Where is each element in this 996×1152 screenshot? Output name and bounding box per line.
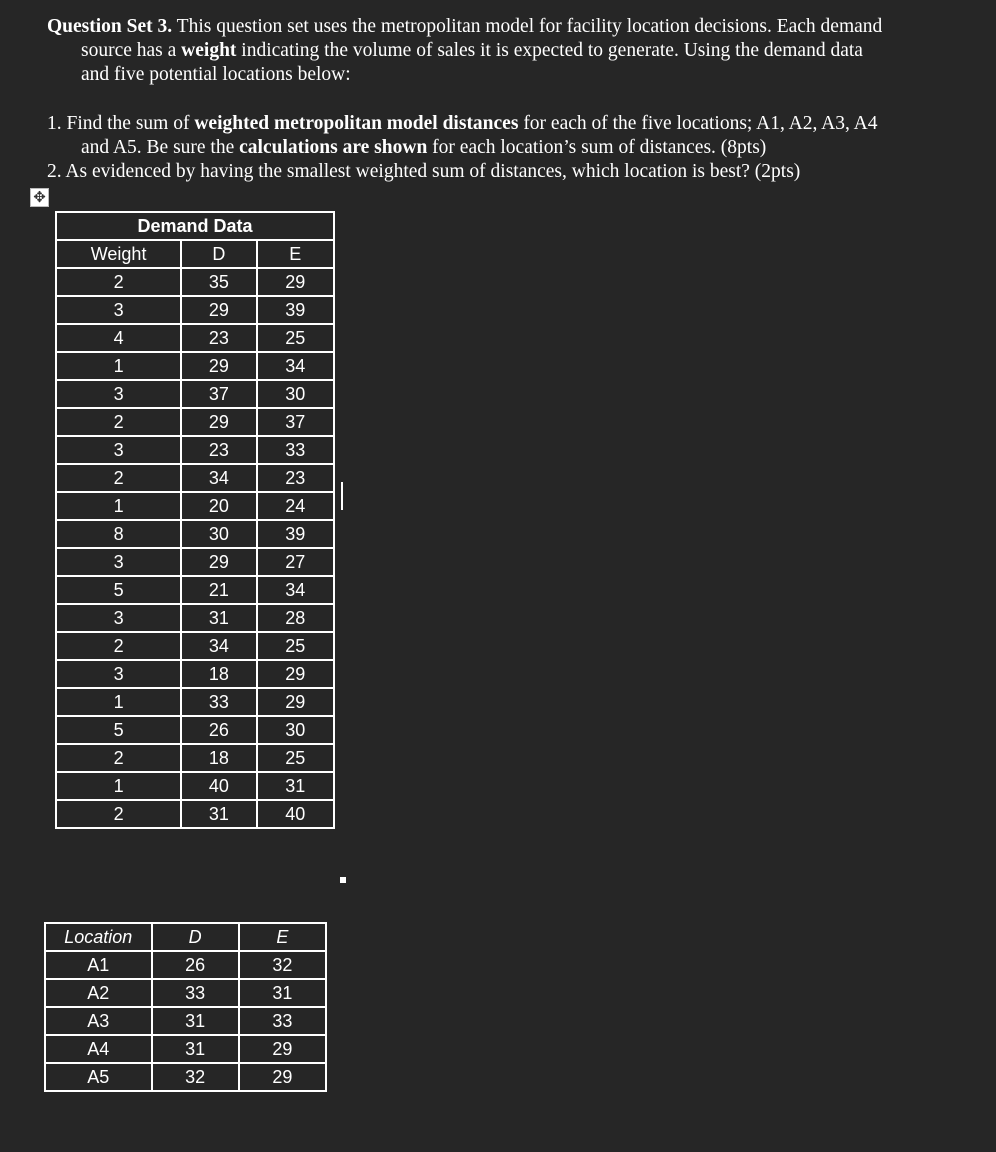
table-cell: 31: [239, 979, 326, 1007]
table-row: [56, 576, 334, 604]
table-cell: 25: [257, 632, 334, 660]
table-cell: 1: [56, 688, 181, 716]
table-cell: 2: [56, 464, 181, 492]
table-row: [45, 951, 326, 979]
table-cell: A4: [45, 1035, 152, 1063]
table-cell: 39: [257, 520, 334, 548]
table-cell: 26: [181, 716, 256, 744]
table-cell: 3: [56, 660, 181, 688]
table-cell: 18: [181, 744, 256, 772]
table-row: [56, 520, 334, 548]
table-cell: 29: [239, 1063, 326, 1091]
table-cell: 3: [56, 436, 181, 464]
table-cell: 3: [56, 380, 181, 408]
table-cell: 18: [181, 660, 256, 688]
table-cell: 29: [257, 268, 334, 296]
intro-line-1: [47, 15, 882, 39]
table-row: [56, 632, 334, 660]
table-cell: 28: [257, 604, 334, 632]
table-cell: 34: [181, 464, 256, 492]
text-cursor: [341, 482, 343, 510]
table-cell: 20: [181, 492, 256, 520]
intro-text: This question set uses the metropolitan model for facility location decisions. Each demand: [172, 16, 883, 37]
table-cell: 35: [181, 268, 256, 296]
q1-bold: weighted metropolitan model distances: [194, 113, 519, 134]
table-row: [56, 604, 334, 632]
table-cell: 27: [257, 548, 334, 576]
table-cell: 25: [257, 324, 334, 352]
intro-line-3: and five potential locations below:: [81, 64, 351, 85]
table-cell: A3: [45, 1007, 152, 1035]
table-cell: 37: [181, 380, 256, 408]
table-cell: 40: [181, 772, 256, 800]
table-cell: 2: [56, 632, 181, 660]
table-cell: 29: [239, 1035, 326, 1063]
table-row: [45, 1063, 326, 1091]
intro-line-2: [47, 39, 863, 63]
column-header: Location: [45, 923, 152, 951]
table-cell: 29: [257, 688, 334, 716]
table-cell: 2: [56, 744, 181, 772]
table-row: [56, 492, 334, 520]
q1-text: for each location’s sum of distances. (8pts): [427, 137, 767, 158]
table-cell: 30: [181, 520, 256, 548]
table-row: [56, 772, 334, 800]
table-cell: 31: [152, 1007, 239, 1035]
table-cell: 2: [56, 408, 181, 436]
table-cell: 21: [181, 576, 256, 604]
column-header: Weight: [56, 240, 181, 268]
table-cell: 1: [56, 352, 181, 380]
table-cell: 4: [56, 324, 181, 352]
table-row: [56, 548, 334, 576]
table-cell: 23: [181, 436, 256, 464]
table-cell: 2: [56, 268, 181, 296]
table-cell: 29: [181, 296, 256, 324]
table-cell: 31: [181, 604, 256, 632]
table-cell: 32: [152, 1063, 239, 1091]
table-cell: A1: [45, 951, 152, 979]
question-set-label: Question Set 3.: [47, 16, 173, 37]
table-row: [56, 296, 334, 324]
q1-text: for each of the five locations; A1, A2, A3, A4: [518, 113, 878, 134]
table-cell: 33: [152, 979, 239, 1007]
column-header: E: [257, 240, 334, 268]
table-cell: 29: [257, 660, 334, 688]
table-cell: 25: [257, 744, 334, 772]
q1-text: 1. Find the sum of: [47, 113, 195, 134]
table-row: [56, 324, 334, 352]
table-cell: 23: [257, 464, 334, 492]
table-row: [45, 1007, 326, 1035]
table-row: [56, 800, 334, 828]
table-cell: 33: [239, 1007, 326, 1035]
table-title: Demand Data: [56, 212, 334, 240]
table-cell: A2: [45, 979, 152, 1007]
table-cell: 23: [181, 324, 256, 352]
move-handle-icon[interactable]: ✥: [30, 188, 49, 207]
table-cell: 1: [56, 492, 181, 520]
table-cell: A5: [45, 1063, 152, 1091]
table-cell: 29: [181, 548, 256, 576]
table-row: [56, 352, 334, 380]
intro-text: source has a: [81, 40, 182, 61]
table-cell: 31: [181, 800, 256, 828]
question-2: 2. As evidenced by having the smallest weighted sum of distances, which location is best? (2pts): [47, 161, 801, 182]
table-cell: 33: [181, 688, 256, 716]
column-header: E: [239, 923, 326, 951]
column-header: D: [152, 923, 239, 951]
table-cell: 1: [56, 772, 181, 800]
table-row: [56, 464, 334, 492]
question-1-line-2: [47, 136, 766, 160]
table-row: [45, 979, 326, 1007]
table-row: [56, 688, 334, 716]
table-cell: 34: [181, 632, 256, 660]
table-cell: 29: [181, 352, 256, 380]
table-cell: 24: [257, 492, 334, 520]
table-cell: 2: [56, 800, 181, 828]
table-row: [56, 660, 334, 688]
table-cell: 3: [56, 604, 181, 632]
table-cell: 33: [257, 436, 334, 464]
table-row: [56, 268, 334, 296]
table-row: [56, 744, 334, 772]
table-row: [45, 1035, 326, 1063]
location-table: [44, 922, 327, 1092]
table-cell: 32: [239, 951, 326, 979]
table-cell: 29: [181, 408, 256, 436]
intro-bold: weight: [181, 40, 237, 61]
table-cell: 5: [56, 716, 181, 744]
table-cell: 31: [257, 772, 334, 800]
table-cell: 30: [257, 380, 334, 408]
table-cell: 26: [152, 951, 239, 979]
table-cell: 37: [257, 408, 334, 436]
table-row: [56, 408, 334, 436]
table-row: [56, 436, 334, 464]
table-cell: 31: [152, 1035, 239, 1063]
table-resize-handle[interactable]: [340, 877, 346, 883]
table-cell: 8: [56, 520, 181, 548]
table-cell: 34: [257, 352, 334, 380]
question-1-line-1: [47, 112, 878, 136]
q1-text: and A5. Be sure the: [81, 137, 240, 158]
table-cell: 3: [56, 548, 181, 576]
intro-text: indicating the volume of sales it is expected to generate. Using the demand data: [236, 40, 863, 61]
table-cell: 30: [257, 716, 334, 744]
table-cell: 5: [56, 576, 181, 604]
table-cell: 3: [56, 296, 181, 324]
table-cell: 40: [257, 800, 334, 828]
q1-bold: calculations are shown: [239, 137, 428, 158]
table-cell: 34: [257, 576, 334, 604]
demand-data-table: [55, 211, 335, 829]
table-row: [56, 716, 334, 744]
column-header: D: [181, 240, 256, 268]
table-cell: 39: [257, 296, 334, 324]
table-row: [56, 380, 334, 408]
